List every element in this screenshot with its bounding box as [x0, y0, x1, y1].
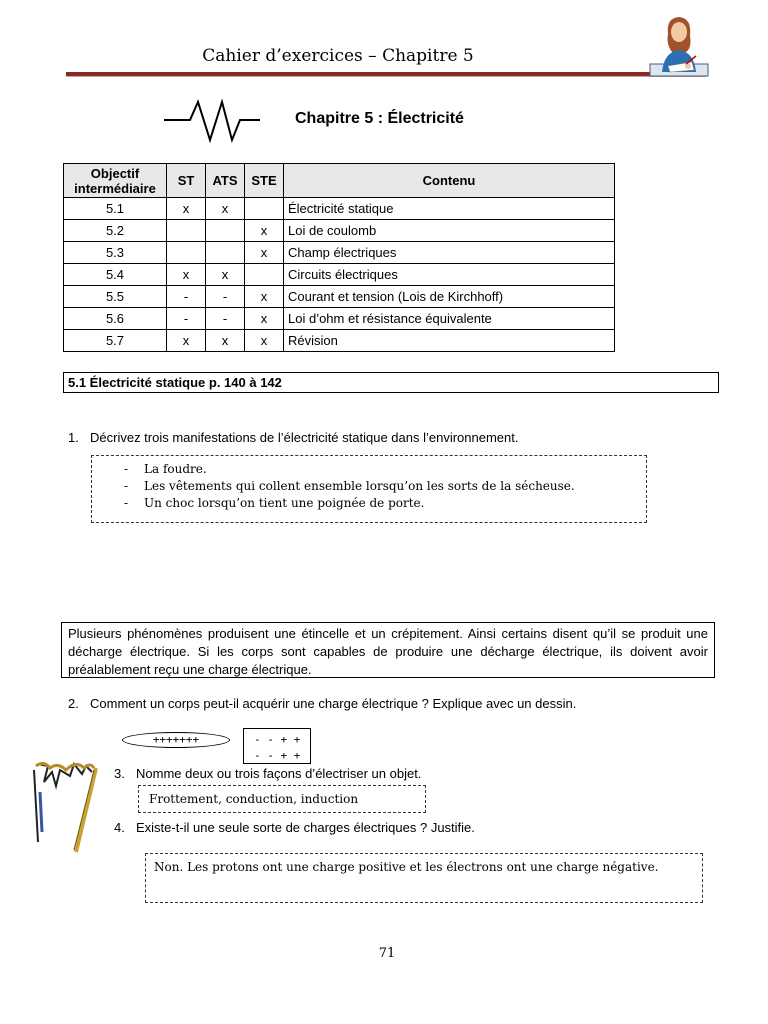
cell-objectif: 5.6: [64, 308, 167, 330]
answer-box-3: Frottement, conduction, induction: [138, 785, 426, 813]
cell-st: x: [167, 330, 206, 352]
cell-st: -: [167, 308, 206, 330]
cell-ste: x: [245, 242, 284, 264]
cell-objectif: 5.5: [64, 286, 167, 308]
page-number: 71: [378, 946, 396, 961]
resistor-symbol-icon: [162, 98, 262, 144]
cell-ste: [245, 198, 284, 220]
cell-st: [167, 242, 206, 264]
question-text: Comment un corps peut-il acquérir une charge électrique ? Explique avec un dessin.: [90, 696, 577, 711]
cell-contenu: Loi d’ohm et résistance équivalente: [284, 308, 615, 330]
header-ats: ATS: [206, 164, 245, 198]
cell-contenu: Circuits électriques: [284, 264, 615, 286]
question-4: [114, 820, 475, 835]
table-row: [64, 330, 615, 352]
cell-ste: x: [245, 308, 284, 330]
charged-rod-drawing: +++++++: [122, 732, 230, 748]
cell-objectif: 5.1: [64, 198, 167, 220]
header-objectif: Objectif intermédiaire: [64, 164, 167, 198]
table-row: [64, 242, 615, 264]
header-ste: STE: [245, 164, 284, 198]
question-number: 2.: [68, 696, 79, 711]
objectives-table: [63, 163, 615, 352]
question-number: 4.: [114, 820, 125, 835]
cell-contenu: Électricité statique: [284, 198, 615, 220]
table-row: [64, 220, 615, 242]
cell-ats: x: [206, 330, 245, 352]
cell-contenu: Courant et tension (Lois de Kirchhoff): [284, 286, 615, 308]
charge-line: - - + +: [254, 733, 301, 746]
question-number: 1.: [68, 430, 79, 445]
cell-ats: x: [206, 198, 245, 220]
question-text: Existe-t-il une seule sorte de charges électriques ? Justifie.: [136, 820, 475, 835]
charge-line: - - + +: [254, 749, 301, 762]
section-heading: 5.1 Électricité statique p. 140 à 142: [63, 372, 719, 393]
cell-objectif: 5.2: [64, 220, 167, 242]
info-box: Plusieurs phénomènes produisent une étincelle et un crépitement. Ainsi certains disent qu’il se produit une décharge électrique. Si les corps sont capables de produire une décharge électrique, ils doivent avoir préalablement reçu une charge électrique.: [61, 622, 715, 678]
cell-ste: [245, 264, 284, 286]
list-item: - Un choc lorsqu’on tient une poignée de porte.: [124, 496, 425, 510]
answer-box-1: [91, 455, 647, 523]
table-row: [64, 198, 615, 220]
cell-st: -: [167, 286, 206, 308]
header-contenu: Contenu: [284, 164, 615, 198]
cell-st: x: [167, 264, 206, 286]
cell-ste: x: [245, 220, 284, 242]
table-header-row: [64, 164, 615, 198]
answer-box-4: Non. Les protons ont une charge positive et les électrons ont une charge négative.: [145, 853, 703, 903]
cell-st: [167, 220, 206, 242]
teacher-figure-icon: [648, 14, 710, 80]
cell-ste: x: [245, 330, 284, 352]
cell-ats: -: [206, 286, 245, 308]
header-st: ST: [167, 164, 206, 198]
cell-ste: x: [245, 286, 284, 308]
header-rule: [66, 72, 706, 77]
cell-contenu: Champ électriques: [284, 242, 615, 264]
charge-box-drawing: [243, 728, 311, 764]
cell-st: x: [167, 198, 206, 220]
cell-objectif: 5.3: [64, 242, 167, 264]
cell-objectif: 5.7: [64, 330, 167, 352]
question-2: [68, 696, 576, 711]
question-text: Décrivez trois manifestations de l’électricité statique dans l’environnement.: [90, 430, 519, 445]
list-item: - La foudre.: [124, 462, 207, 476]
question-1: [68, 430, 518, 445]
chapter-title: Chapitre 5 : Électricité: [295, 110, 464, 127]
cell-contenu: Révision: [284, 330, 615, 352]
cell-ats: [206, 242, 245, 264]
list-item: - Les vêtements qui collent ensemble lorsqu’on les sorts de la sécheuse.: [124, 479, 575, 493]
page-header-title: Cahier d’exercices – Chapitre 5: [202, 46, 474, 66]
table-row: [64, 286, 615, 308]
cell-contenu: Loi de coulomb: [284, 220, 615, 242]
question-3: [114, 766, 421, 781]
table-row: [64, 308, 615, 330]
cell-ats: -: [206, 308, 245, 330]
cell-objectif: 5.4: [64, 264, 167, 286]
teacher-pointer-icon: [30, 752, 104, 856]
question-text: Nomme deux ou trois façons d’électriser un objet.: [136, 766, 422, 781]
question-number: 3.: [114, 766, 125, 781]
cell-ats: x: [206, 264, 245, 286]
table-row: [64, 264, 615, 286]
cell-ats: [206, 220, 245, 242]
